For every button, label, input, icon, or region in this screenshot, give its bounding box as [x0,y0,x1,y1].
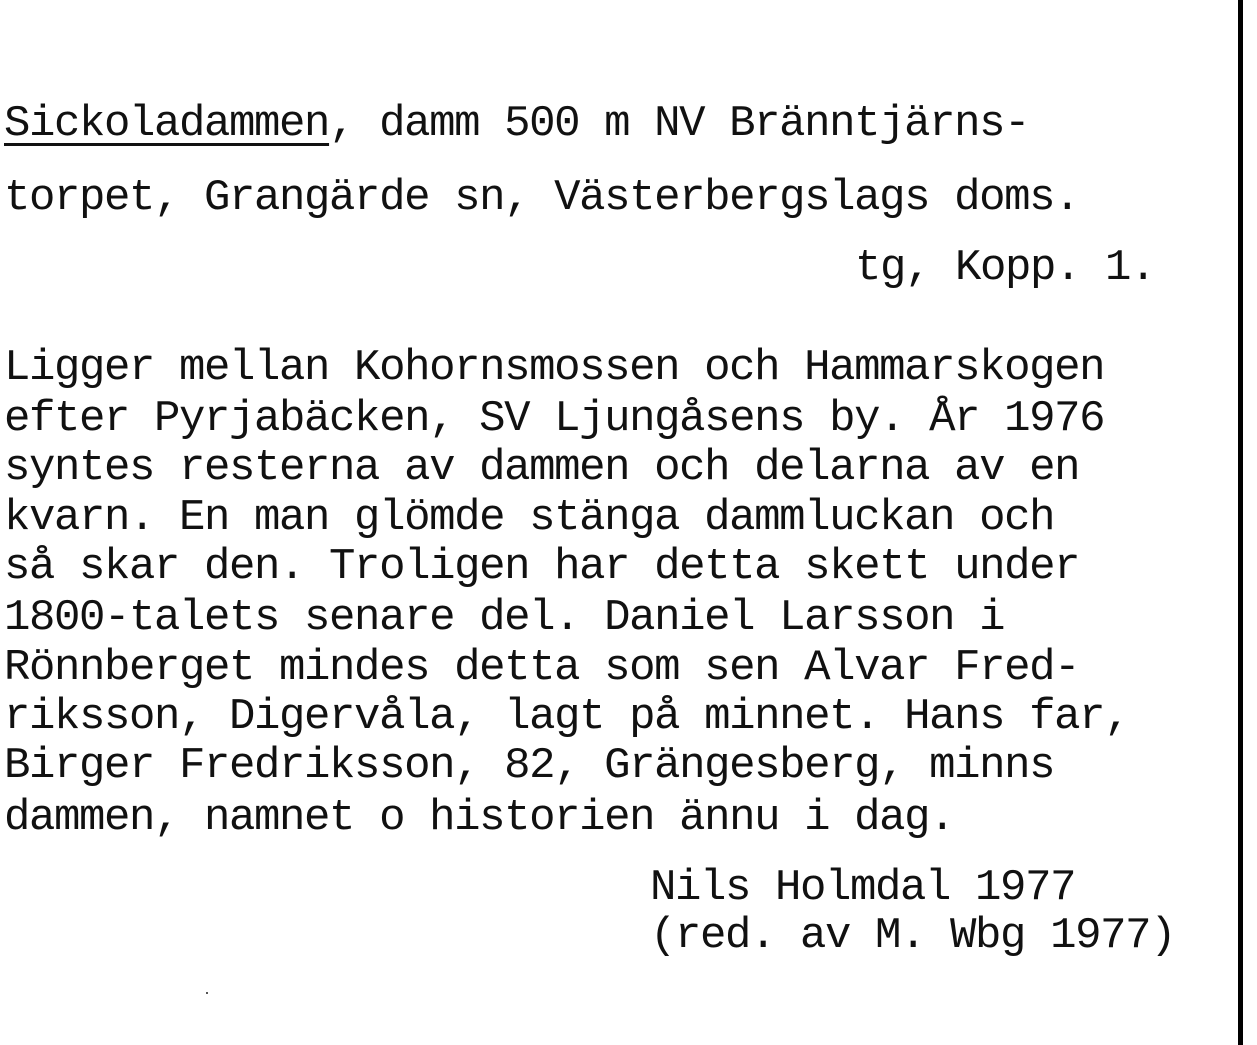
signature-editor: (red. av M. Wbg 1977) [650,911,1176,961]
body-line-10: dammen, namnet o historien ännu i dag. [4,793,955,843]
scan-speck [206,992,208,994]
body-line-4: kvarn. En man glömde stänga dammluckan och [4,493,1055,543]
heading-description: , damm 500 m NV Bränntjärns- [329,99,1030,149]
body-line-1: Ligger mellan Kohornsmossen och Hammarskogen [4,343,1105,393]
body-line-8: riksson, Digervåla, lagt på minnet. Hans far, [4,692,1130,742]
body-line-6: 1800-talets senare del. Daniel Larsson i [4,593,1005,643]
body-line-9: Birger Fredriksson, 82, Grängesberg, minns [4,741,1055,791]
body-line-3: syntes resterna av dammen och delarna av en [4,443,1080,493]
reference-code: tg, Kopp. 1. [854,243,1155,293]
card-edge-line [1238,0,1243,1045]
signature-author: Nils Holmdal 1977 [650,863,1076,913]
heading-line-2: torpet, Grangärde sn, Västerbergslags doms. [4,173,1080,223]
body-line-2: efter Pyrjabäcken, SV Ljungåsens by. År 1976 [4,394,1105,444]
place-name: Sickoladammen [4,99,330,149]
heading-line-1 [4,99,1030,149]
body-line-7: Rönnberget mindes detta som sen Alvar Fred- [4,643,1080,693]
body-line-5: så skar den. Troligen har detta skett under [4,542,1080,592]
